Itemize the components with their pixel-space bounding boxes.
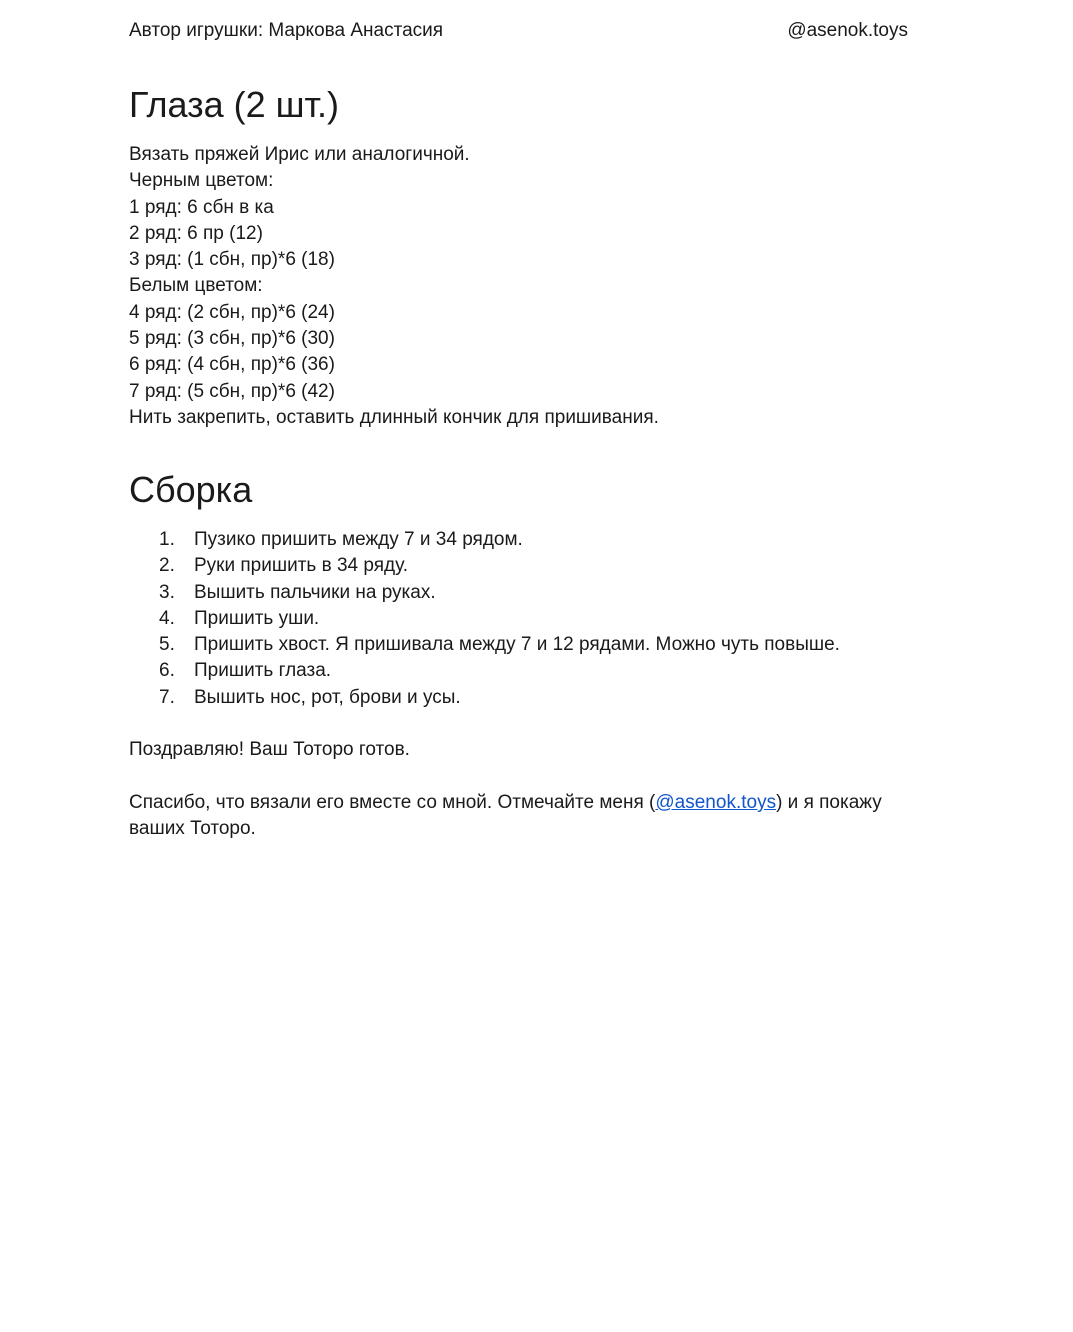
thanks-text-before: Спасибо, что вязали его вместе со мной. Отмечайте меня (: [129, 792, 656, 813]
eyes-line: 7 ряд: (5 сбн, пр)*6 (42): [129, 380, 335, 402]
thanks-line-2: ваших Тоторо.: [129, 818, 256, 840]
list-item: [159, 553, 840, 579]
thanks-line-1: [129, 790, 929, 816]
step-text: Пришить хвост. Я пришивала между 7 и 12 рядами. Можно чуть повыше.: [194, 634, 840, 656]
step-number: 3.: [159, 581, 175, 603]
step-text: Пришить глаза.: [194, 660, 332, 682]
step-text: Пузико пришить между 7 и 34 рядом.: [194, 529, 523, 550]
step-text: Вышить нос, рот, брови и усы.: [194, 686, 461, 708]
eyes-section-title: [129, 84, 339, 126]
step-text: Вышить пальчики на руках.: [194, 581, 436, 603]
step-number: 4.: [159, 607, 175, 629]
step-number: 7.: [159, 686, 175, 708]
list-item: [159, 632, 840, 658]
thanks-text-after: ) и я покажу: [776, 792, 882, 813]
step-number: 5.: [159, 634, 175, 656]
header-handle: @asenok.toys: [787, 20, 908, 41]
eyes-line: 1 ряд: 6 сбн в ка: [129, 196, 274, 218]
eyes-line: 3 ряд: (1 сбн, пр)*6 (18): [129, 249, 335, 271]
list-item: [159, 658, 840, 684]
eyes-instructions: [129, 142, 659, 431]
eyes-line: 2 ряд: 6 пр (12): [129, 222, 263, 244]
step-number: 6.: [159, 660, 175, 682]
step-number: 1.: [159, 529, 175, 550]
eyes-line: 4 ряд: (2 сбн, пр)*6 (24): [129, 301, 335, 323]
eyes-line: 5 ряд: (3 сбн, пр)*6 (30): [129, 328, 335, 350]
step-text: Пришить уши.: [194, 607, 320, 629]
list-item: [159, 580, 840, 606]
eyes-heading: Глаза (2 шт.): [129, 84, 340, 125]
step-text: Руки пришить в 34 ряду.: [194, 555, 408, 577]
eyes-line: Нить закрепить, оставить длинный кончик для пришивания.: [129, 406, 659, 428]
eyes-line: Черным цветом:: [129, 170, 274, 192]
assembly-steps-list: [159, 527, 840, 711]
congrats-paragraph: Поздравляю! Ваш Тоторо готов.: [129, 739, 410, 760]
eyes-line: Белым цветом:: [129, 275, 263, 297]
header-author: Автор игрушки: Маркова Анастасия: [129, 20, 444, 41]
eyes-line: Вязать пряжей Ирис или аналогичной.: [129, 144, 470, 165]
instagram-handle-link[interactable]: @asenok.toys: [655, 792, 777, 813]
list-item: [159, 527, 840, 553]
list-item: [159, 685, 840, 711]
assembly-heading: Сборка: [129, 469, 253, 510]
step-number: 2.: [159, 555, 175, 577]
eyes-line: 6 ряд: (4 сбн, пр)*6 (36): [129, 354, 335, 376]
list-item: [159, 606, 840, 632]
assembly-section-title: [129, 469, 252, 511]
thanks-paragraph: [129, 790, 929, 843]
